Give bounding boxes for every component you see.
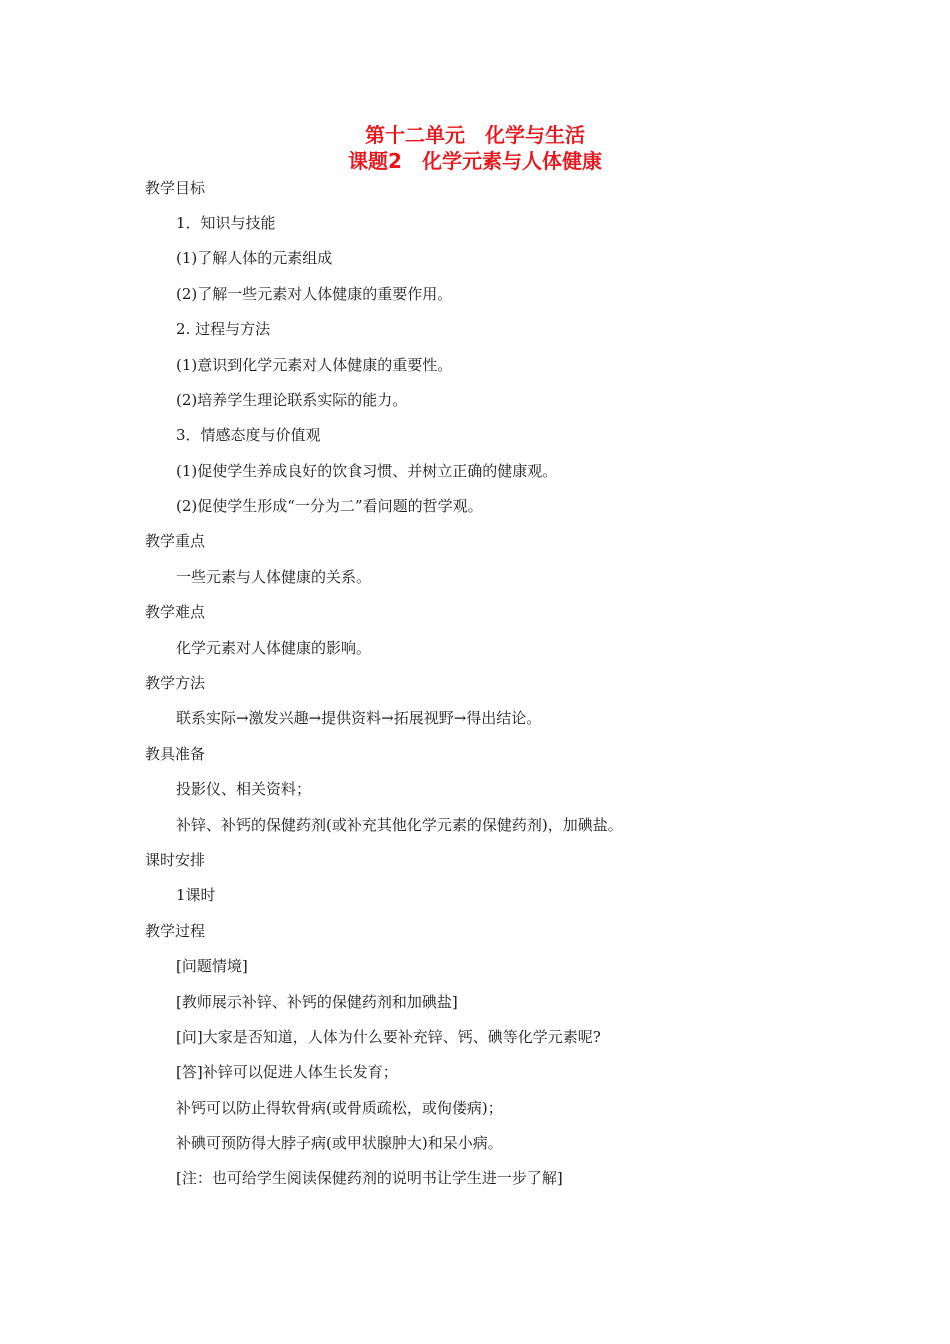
paragraph: 补钙可以防止得软骨病(或骨质疏松，或佝偻病)； <box>176 1099 503 1117</box>
section-heading-difficulties: 教学难点 <box>145 603 206 621</box>
section-heading-materials: 教具准备 <box>145 745 206 763</box>
subheading-attitude-values: 3．情感态度与价值观 <box>176 426 321 444</box>
section-heading-key-points: 教学重点 <box>145 532 206 550</box>
paragraph: 化学元素对人体健康的影响。 <box>176 639 372 657</box>
paragraph: 补碘可预防得大脖子病(或甲状腺肿大)和呆小病。 <box>176 1134 503 1152</box>
section-heading-process: 教学过程 <box>145 922 206 940</box>
paragraph: [教师展示补锌、补钙的保健药剂和加碘盐] <box>176 993 458 1011</box>
paragraph: [问]大家是否知道，人体为什么要补充锌、钙、碘等化学元素呢? <box>176 1028 601 1046</box>
section-heading-schedule: 课时安排 <box>145 851 206 869</box>
paragraph: 补锌、补钙的保健药剂(或补充其他化学元素的保健药剂)，加碘盐。 <box>176 816 623 834</box>
paragraph: [答]补锌可以促进人体生长发育； <box>176 1063 398 1081</box>
section-heading-methods: 教学方法 <box>145 674 206 692</box>
paragraph: [问题情境] <box>176 957 248 975</box>
paragraph: 联系实际→激发兴趣→提供资料→拓展视野→得出结论。 <box>176 709 542 727</box>
document-title: 第十二单元 化学与生活 <box>365 123 585 147</box>
subheading-knowledge-skills: 1．知识与技能 <box>176 214 276 232</box>
paragraph: 一些元素与人体健康的关系。 <box>176 568 372 586</box>
subheading-process-method: 2. 过程与方法 <box>176 320 271 338</box>
section-heading-teaching-goals: 教学目标 <box>145 179 206 197</box>
goal-item: (1)促使学生养成良好的饮食习惯、并树立正确的健康观。 <box>176 462 558 480</box>
document-subtitle: 课题2 化学元素与人体健康 <box>348 149 602 173</box>
paragraph: [注：也可给学生阅读保健药剂的说明书让学生进一步了解] <box>176 1169 563 1187</box>
goal-item: (2)培养学生理论联系实际的能力。 <box>176 391 408 409</box>
goal-item: (2)了解一些元素对人体健康的重要作用。 <box>176 285 453 303</box>
paragraph: 1课时 <box>176 886 216 904</box>
goal-item: (1)了解人体的元素组成 <box>176 249 333 267</box>
goal-item: (2)促使学生形成“一分为二”看问题的哲学观。 <box>176 497 483 515</box>
goal-item: (1)意识到化学元素对人体健康的重要性。 <box>176 356 453 374</box>
paragraph: 投影仪、相关资料； <box>176 780 312 798</box>
